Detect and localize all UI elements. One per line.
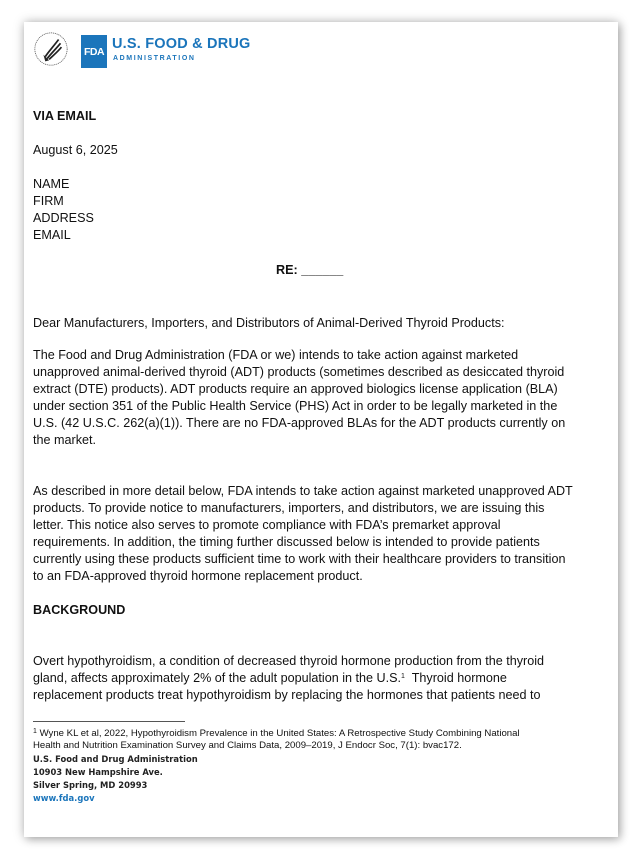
fda-logo-box: FDA: [81, 35, 107, 68]
salutation: Dear Manufacturers, Importers, and Distributors of Animal-Derived Thyroid Products:: [33, 316, 505, 330]
footer-city: Silver Spring, MD 20993: [33, 780, 148, 790]
delivery-method: VIA EMAIL: [33, 109, 97, 123]
recipient-name: NAME: [33, 177, 70, 191]
footnote-marker: 1: [33, 728, 37, 735]
recipient-firm: FIRM: [33, 194, 64, 208]
recipient-email: EMAIL: [33, 228, 71, 242]
footer-org: U.S. Food and Drug Administration: [33, 754, 198, 764]
letter-date: August 6, 2025: [33, 143, 118, 157]
hhs-eagle-seal-icon: [32, 30, 70, 68]
fda-logo-title: U.S. FOOD & DRUG: [112, 36, 251, 52]
letter-page: [24, 22, 618, 837]
section-heading-background: BACKGROUND: [33, 603, 126, 617]
recipient-address: ADDRESS: [33, 211, 94, 225]
paragraph-intro: The Food and Drug Administration (FDA or we) intends to take action against marketed unapproved animal-derived thyroid (ADT) products (sometimes described as desiccated thyroid extract (DTE) products). ADT products require an approved biologics license application (BLA) under section 351 of the Public Health Service (PHS) Act in order to be legally marketed in the U.S. (42 U.S.C. 262(a)(1)). There are no FDA-approved BLAs for the ADT products currently on the market.: [33, 348, 566, 447]
recipient-block: [33, 176, 94, 244]
paragraph-background: Overt hypothyroidism, a condition of decreased thyroid hormone production from the thyroid gland, affects approximately 2% of the adult population in the U.S.$^1$ Thyroid hormone replacement products treat hypothyroidism by replacing the hormones that patients need to: [33, 654, 545, 702]
footnote: $^1$ Wyne KL et al, 2022, Hypothyroidism Prevalence in the United States: A Retrospective Study Combining National Health and Nutrition Examination Survey and Claims Data, 2009–2019, J Endocr Soc, 7(1): bvac172.: [33, 728, 520, 751]
footer-address: [33, 753, 198, 805]
re-line: RE: ______: [276, 263, 344, 277]
paragraph-notice: As described in more detail below, FDA intends to take action against marketed unapproved ADT products. To provide notice to manufacturers, importers, and distributors, we are issuing this letter. This notice also serves to promote compliance with FDA’s premarket approval requirements. In addition, the timing further discussed below is intended to provide patients currently using these products sufficient time to work with their healthcare providers to transition to an FDA-approved thyroid hormone replacement product.: [33, 484, 573, 583]
footnote-reference[interactable]: 1: [401, 673, 405, 680]
fda-logo-subtitle: ADMINISTRATION: [113, 55, 196, 62]
footnote-divider: [33, 721, 185, 722]
footer-website-link[interactable]: www.fda.gov: [33, 793, 95, 803]
footer-street: 10903 New Hampshire Ave.: [33, 767, 163, 777]
